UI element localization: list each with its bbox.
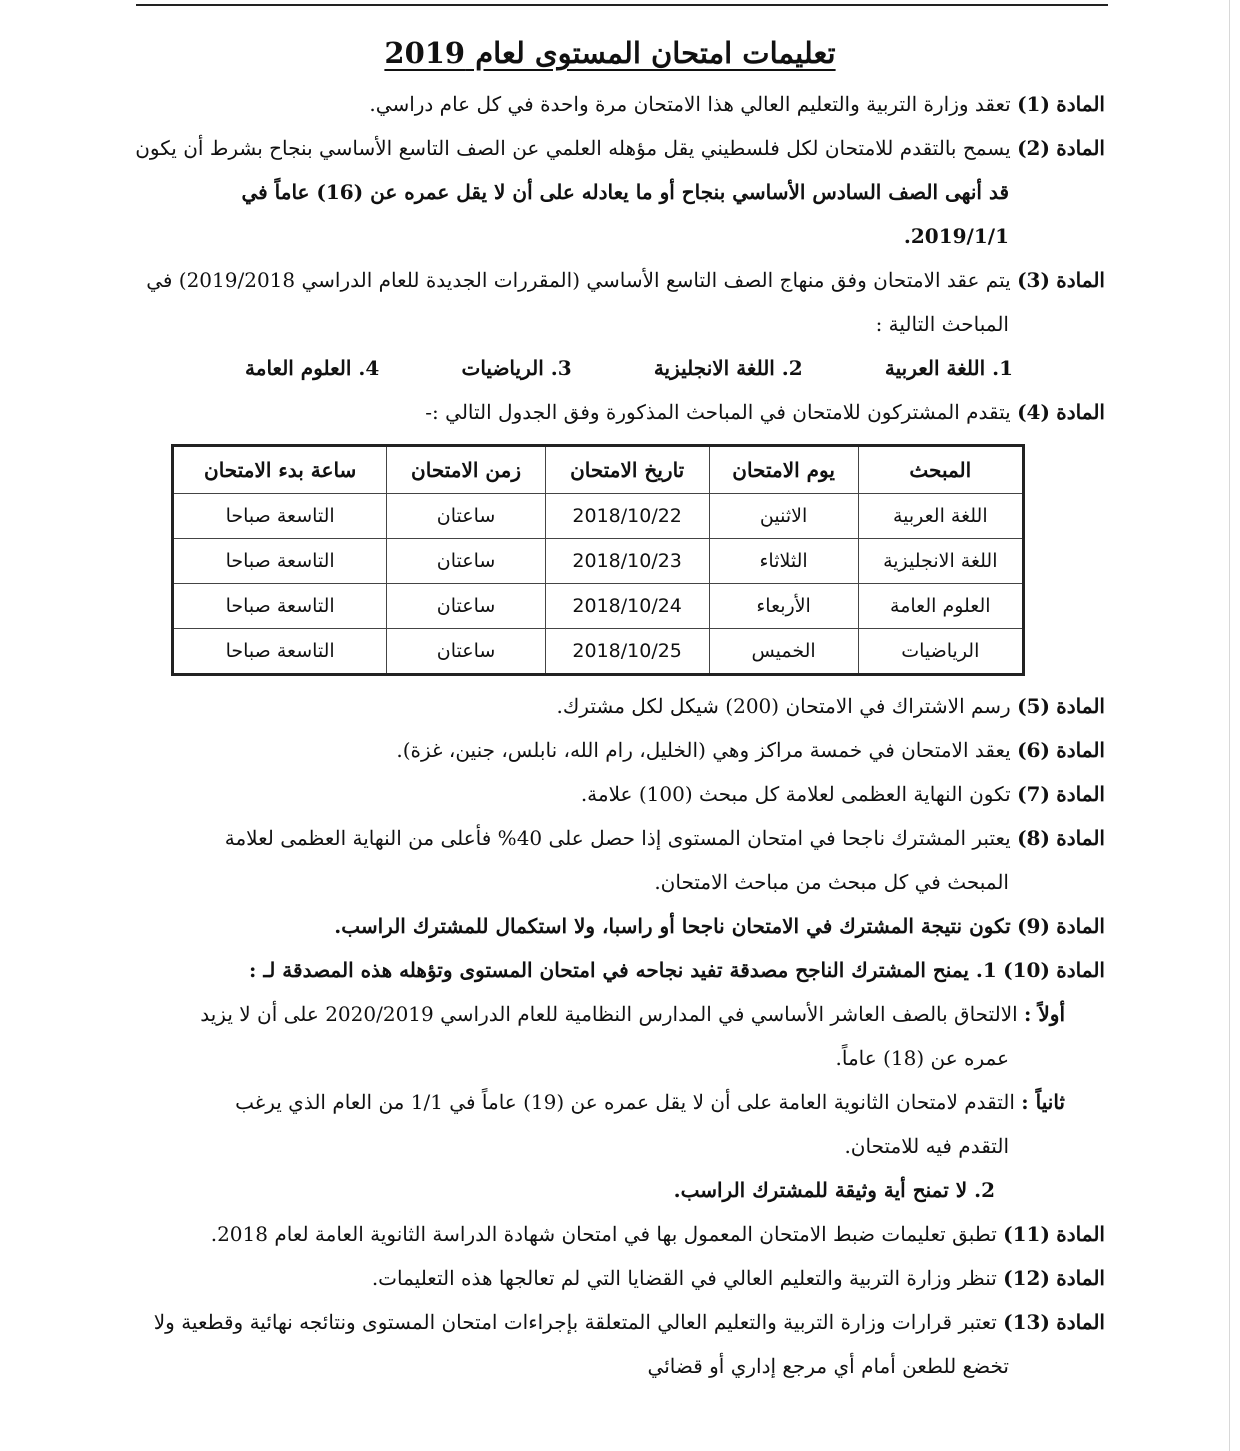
article-text: تكون النهاية العظمى لعلامة كل مبحث (100) علامة. (580, 782, 1011, 806)
table-cell: 2018/10/22 (545, 494, 709, 539)
article-8 (115, 816, 1105, 860)
article-label: المادة (1056, 136, 1105, 160)
table-cell: الخميس (709, 629, 858, 675)
article-text: يعتبر المشترك ناجحا في امتحان المستوى إذا حصل على 40% فأعلى من النهاية العظمى لعلامة (224, 826, 1011, 850)
table-cell: ساعتان (387, 629, 545, 675)
table-cell: ساعتان (387, 494, 545, 539)
article-text: تكون نتيجة المشترك في الامتحان ناجحا أو راسبا، ولا استكمال للمشترك الراسب. (334, 914, 1011, 938)
article-number: (12) (1003, 1266, 1050, 1290)
article-11 (115, 1212, 1105, 1256)
article-label: المادة (1056, 1222, 1105, 1246)
top-rule (136, 4, 1108, 6)
article-number: (11) (1003, 1222, 1050, 1246)
subject-item: 1. اللغة العربية (884, 356, 1013, 380)
article-3-continuation: المباحث التالية : (875, 312, 1009, 336)
table-cell: الرياضيات (858, 629, 1023, 675)
article-label: المادة (1056, 268, 1105, 292)
document (115, 30, 1105, 1388)
column-header: ساعة بدء الامتحان (173, 446, 387, 494)
column-header: زمن الامتحان (387, 446, 545, 494)
table-cell: اللغة العربية (858, 494, 1023, 539)
article-label: المادة (1056, 92, 1105, 116)
table-cell: التاسعة صباحا (173, 494, 387, 539)
column-header: المبحث (858, 446, 1023, 494)
clause-second-continuation: التقدم فيه للامتحان. (844, 1134, 1009, 1158)
subject-item: 3. الرياضيات (461, 356, 572, 380)
table-cell: ساعتان (387, 584, 545, 629)
column-header: تاريخ الامتحان (545, 446, 709, 494)
article-label: المادة (1056, 1266, 1105, 1290)
article-5 (115, 684, 1105, 728)
article-number: (9) (1017, 914, 1050, 938)
article-label: المادة (1056, 738, 1105, 762)
column-header: يوم الامتحان (709, 446, 858, 494)
page-edge (1229, 0, 1230, 1451)
article-text: تعقد وزارة التربية والتعليم العالي هذا الامتحان مرة واحدة في كل عام دراسي. (369, 92, 1011, 116)
article-label: المادة (1056, 826, 1105, 850)
table-cell: التاسعة صباحا (173, 629, 387, 675)
article-text: يعقد الامتحان في خمسة مراكز وهي (الخليل، رام الله، نابلس، جنين، غزة). (396, 738, 1011, 762)
article-text: تعتبر قرارات وزارة التربية والتعليم العالي المتعلقة بإجراءات امتحان المستوى ونتائجه نهائية وقطعية ولا (153, 1310, 997, 1334)
article-12 (115, 1256, 1105, 1300)
table-cell: اللغة الانجليزية (858, 539, 1023, 584)
subject-item: 2. اللغة الانجليزية (653, 356, 803, 380)
article-4 (115, 390, 1105, 434)
article-text: يتم عقد الامتحان وفق منهاج الصف التاسع الأساسي (المقررات الجديدة للعام الدراسي 2019/2018) في (146, 268, 1011, 292)
table-cell: 2018/10/23 (545, 539, 709, 584)
article-2 (115, 126, 1105, 170)
article-10 (115, 948, 1105, 992)
article-number: (10) (1003, 958, 1050, 982)
article-number: (3) (1017, 268, 1050, 292)
article-label: المادة (1056, 694, 1105, 718)
clause-text: الالتحاق بالصف العاشر الأساسي في المدارس النظامية للعام الدراسي 2020/2019 على أن لا يزيد (200, 1002, 1018, 1026)
article-number: (13) (1003, 1310, 1050, 1334)
table-row (173, 629, 1024, 675)
table-row (173, 494, 1024, 539)
table-cell: 2018/10/24 (545, 584, 709, 629)
article-text: 1. يمنح المشترك الناجح مصدقة تفيد نجاحه في امتحان المستوى وتؤهله هذه المصدقة لـ : (249, 958, 997, 982)
article-2-date: 2019/1/1. (903, 224, 1009, 248)
table-row (173, 584, 1024, 629)
clause-first-continuation: عمره عن (18) عاماً. (835, 1046, 1009, 1070)
article-text: تنظر وزارة التربية والتعليم العالي في القضايا التي لم تعالجها هذه التعليمات. (371, 1266, 997, 1290)
article-text: رسم الاشتراك في الامتحان (200) شيكل لكل مشترك. (556, 694, 1011, 718)
table-cell: 2018/10/25 (545, 629, 709, 675)
subjects-list (115, 346, 1105, 390)
table-cell: العلوم العامة (858, 584, 1023, 629)
table-header-row (173, 446, 1024, 494)
article-8-continuation: المبحث في كل مبحث من مباحث الامتحان. (654, 870, 1009, 894)
article-number: (5) (1017, 694, 1050, 718)
article-number: (1) (1017, 92, 1050, 116)
clause-third: 2. لا تمنح أية وثيقة للمشترك الراسب. (673, 1178, 995, 1202)
table-cell: الثلاثاء (709, 539, 858, 584)
article-number: (7) (1017, 782, 1050, 806)
article-text: يسمح بالتقدم للامتحان لكل فلسطيني يقل مؤهله العلمي عن الصف التاسع الأساسي بنجاح بشرط أن يكون (135, 136, 1011, 160)
article-number: (6) (1017, 738, 1050, 762)
article-number: (2) (1017, 136, 1050, 160)
subject-item: 4. العلوم العامة (245, 356, 380, 380)
article-label: المادة (1056, 400, 1105, 424)
article-1 (115, 82, 1105, 126)
table-cell: الأربعاء (709, 584, 858, 629)
table-row (173, 539, 1024, 584)
clause-text: التقدم لامتحان الثانوية العامة على أن لا يقل عمره عن (19) عاماً في 1/1 من العام الذي يرغب (235, 1090, 1015, 1114)
article-6 (115, 728, 1105, 772)
table-cell: ساعتان (387, 539, 545, 584)
article-number: (4) (1017, 400, 1050, 424)
exam-schedule-table (171, 444, 1025, 676)
article-label: المادة (1056, 1310, 1105, 1334)
article-label: المادة (1056, 782, 1105, 806)
clause-label: أولاً : (1024, 1002, 1065, 1026)
article-number: (8) (1017, 826, 1050, 850)
article-13 (115, 1300, 1105, 1344)
article-7 (115, 772, 1105, 816)
article-text: تطبق تعليمات ضبط الامتحان المعمول بها في امتحان شهادة الدراسة الثانوية العامة لعام 2018. (210, 1222, 997, 1246)
article-label: المادة (1056, 914, 1105, 938)
table-cell: التاسعة صباحا (173, 584, 387, 629)
article-9 (115, 904, 1105, 948)
article-text: يتقدم المشتركون للامتحان في المباحث المذكورة وفق الجدول التالي :- (425, 400, 1011, 424)
table-cell: التاسعة صباحا (173, 539, 387, 584)
clause-label: ثانياً : (1021, 1090, 1065, 1114)
article-3 (115, 258, 1105, 302)
article-13-continuation: تخضع للطعن أمام أي مرجع إداري أو قضائي (647, 1354, 1009, 1378)
page-title: تعليمات امتحان المستوى لعام 2019 (384, 36, 836, 70)
article-label: المادة (1056, 958, 1105, 982)
clause-second (115, 1080, 1105, 1124)
article-2-continuation: قد أنهى الصف السادس الأساسي بنجاح أو ما يعادله على أن لا يقل عمره عن (16) عاماً في (241, 180, 1009, 204)
table-cell: الاثنين (709, 494, 858, 539)
clause-first (115, 992, 1105, 1036)
